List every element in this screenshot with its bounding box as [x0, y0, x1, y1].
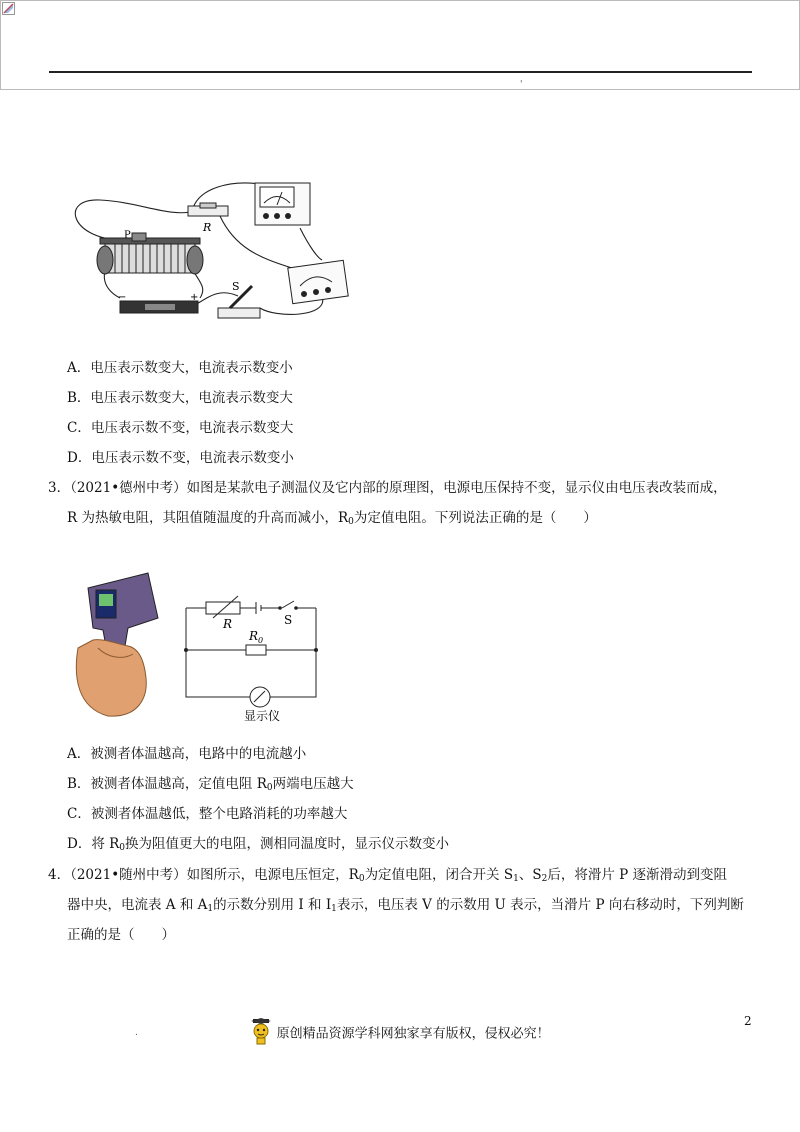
label-R: R	[203, 221, 212, 234]
footer	[0, 1018, 800, 1046]
header-rule	[49, 71, 752, 73]
label-P: P	[124, 230, 131, 241]
question-4-line-1: 4．（2021•随州中考）如图所示，电源电压恒定，$R_0$为定值电阻，闭合开关 $S_1$、$S_2$后，将滑片 P 逐渐滑动到变阻	[48, 867, 727, 884]
option-d: D．将 $R_0$换为阻值更大的电阻，测相同温度时，显示仪示数变小	[67, 836, 450, 853]
broken-image-icon	[2, 2, 15, 15]
copyright-notice: 原创精品资源学科网独家享有版权，侵权必究！	[276, 1026, 550, 1042]
question-3-line-1: 3．（2021•德州中考）如图是某款电子测温仪及它内部的原理图，电源电压保持不变，显示仪由电压表改装而成，	[48, 480, 727, 496]
option-b: B．被测者体温越高，定值电阻 $R_0$两端电压越大	[67, 776, 354, 793]
label-minus: −	[118, 292, 127, 303]
option-a: A．电压表示数变大，电流表示数变小	[67, 360, 293, 376]
thermometer-circuit-figure	[68, 568, 328, 723]
page-number: 2	[744, 1014, 752, 1028]
label-R: R	[223, 617, 233, 631]
stray-mark: .	[135, 1028, 138, 1038]
label-plus: +	[190, 292, 199, 303]
label-S: S	[284, 613, 293, 627]
option-d: D．电压表示数不变，电流表示数变小	[67, 450, 294, 466]
option-c: C．电压表示数不变，电流表示数变大	[67, 420, 294, 436]
mascot-icon	[250, 1018, 272, 1046]
question-4-line-3: 正确的是（ ）	[67, 927, 175, 943]
question-3-line-2: R 为热敏电阻，其阻值随温度的升高而减小，$R_0$为定值电阻。下列说法正确的是（ ）	[67, 510, 597, 527]
stray-mark: '	[520, 80, 523, 90]
option-a: A．被测者体温越高，电路中的电流越小	[67, 746, 307, 762]
label-R0: $R_0$	[249, 629, 264, 645]
option-c: C．被测者体温越低，整个电路消耗的功率越大	[67, 806, 348, 822]
option-b: B．电压表示数变大，电流表示数变大	[67, 390, 293, 406]
question-4-line-2: 器中央，电流表 A 和 $A_1$的示数分别用 I 和 $I_1$表示，电压表 V 的示数用 U 表示，当滑片 P 向右移动时，下列判断	[67, 897, 744, 914]
label-display: 显示仪	[244, 709, 281, 723]
circuit-apparatus-figure	[60, 178, 360, 324]
label-S: S	[232, 280, 240, 293]
page-header	[0, 0, 800, 90]
